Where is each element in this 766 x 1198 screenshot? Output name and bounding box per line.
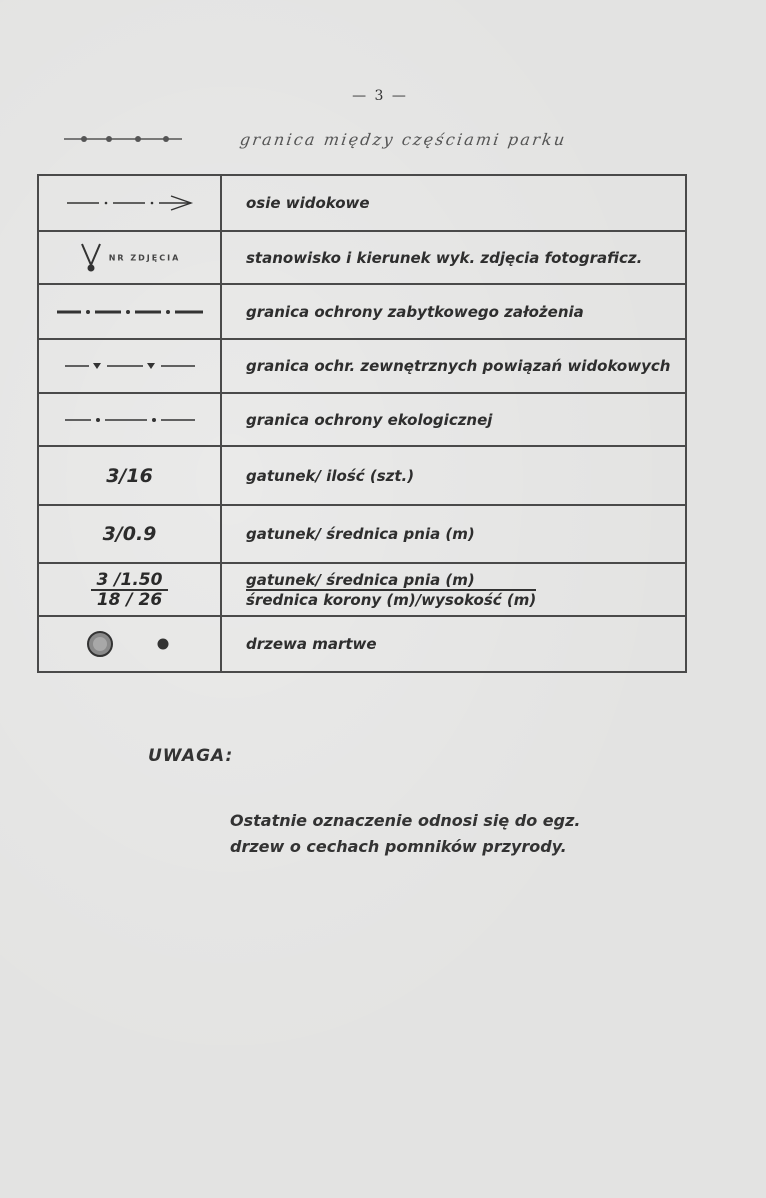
photo-number-label: NR ZDJĘCIA: [108, 253, 181, 262]
legend-table: [37, 174, 687, 673]
legend-row: [38, 505, 686, 563]
dotted-boundary-line-icon: [60, 126, 190, 156]
species-full-measure-symbol: [91, 571, 169, 609]
legend-description: granica ochrony ekologicznej: [221, 393, 686, 446]
dot-dash-line-icon: [63, 412, 197, 428]
legend-row: [38, 284, 686, 339]
photo-position-icon: [79, 241, 103, 275]
note-heading: UWAGA:: [148, 746, 234, 766]
legend-row: [38, 616, 686, 672]
park-parts-boundary-legend: [60, 126, 700, 156]
legend-description: gatunek/ ilość (szt.): [221, 446, 686, 505]
legend-row: [38, 446, 686, 505]
description-top: gatunek/ średnica pnia (m): [246, 571, 536, 591]
page-number: — 3 —: [352, 88, 408, 104]
species-diameter-symbol: 3/0.9: [102, 523, 157, 545]
legend-row: [38, 231, 686, 284]
legend-description: granica ochr. zewnętrznych powiązań widokowych: [221, 339, 686, 393]
note-text: [230, 808, 650, 860]
legend-row: [38, 393, 686, 446]
dash-dot-arrow-line-icon: [65, 193, 195, 213]
note-line: Ostatnie oznaczenie odnosi się do egz.: [230, 811, 581, 830]
dead-tree-circles-icon: [70, 629, 190, 659]
triangle-dash-line-icon: [63, 358, 197, 374]
legend-description: granica ochrony zabytkowego założenia: [221, 284, 686, 339]
legend-description: drzewa martwe: [221, 616, 686, 672]
legend-description: stanowisko i kierunek wyk. zdjęcia fotograficz.: [221, 231, 686, 284]
symbol-denominator: 18 / 26: [96, 589, 163, 610]
legend-row: [38, 563, 686, 616]
note-line: drzew o cechach pomników przyrody.: [230, 837, 567, 856]
description-bottom: średnica korony (m)/wysokość (m): [246, 590, 537, 609]
symbol-numerator: 3 /1.50: [91, 571, 169, 591]
legend-description: gatunek/ średnica pnia (m): [221, 505, 686, 563]
species-count-symbol: 3/16: [106, 464, 153, 487]
legend-description-fraction: [246, 571, 536, 609]
legend-row: [38, 175, 686, 231]
legend-row: [38, 339, 686, 393]
heavy-dash-dot-line-icon: [55, 304, 205, 320]
park-parts-boundary-text: granica między częściami parku: [238, 130, 568, 149]
legend-description: osie widokowe: [221, 175, 686, 231]
